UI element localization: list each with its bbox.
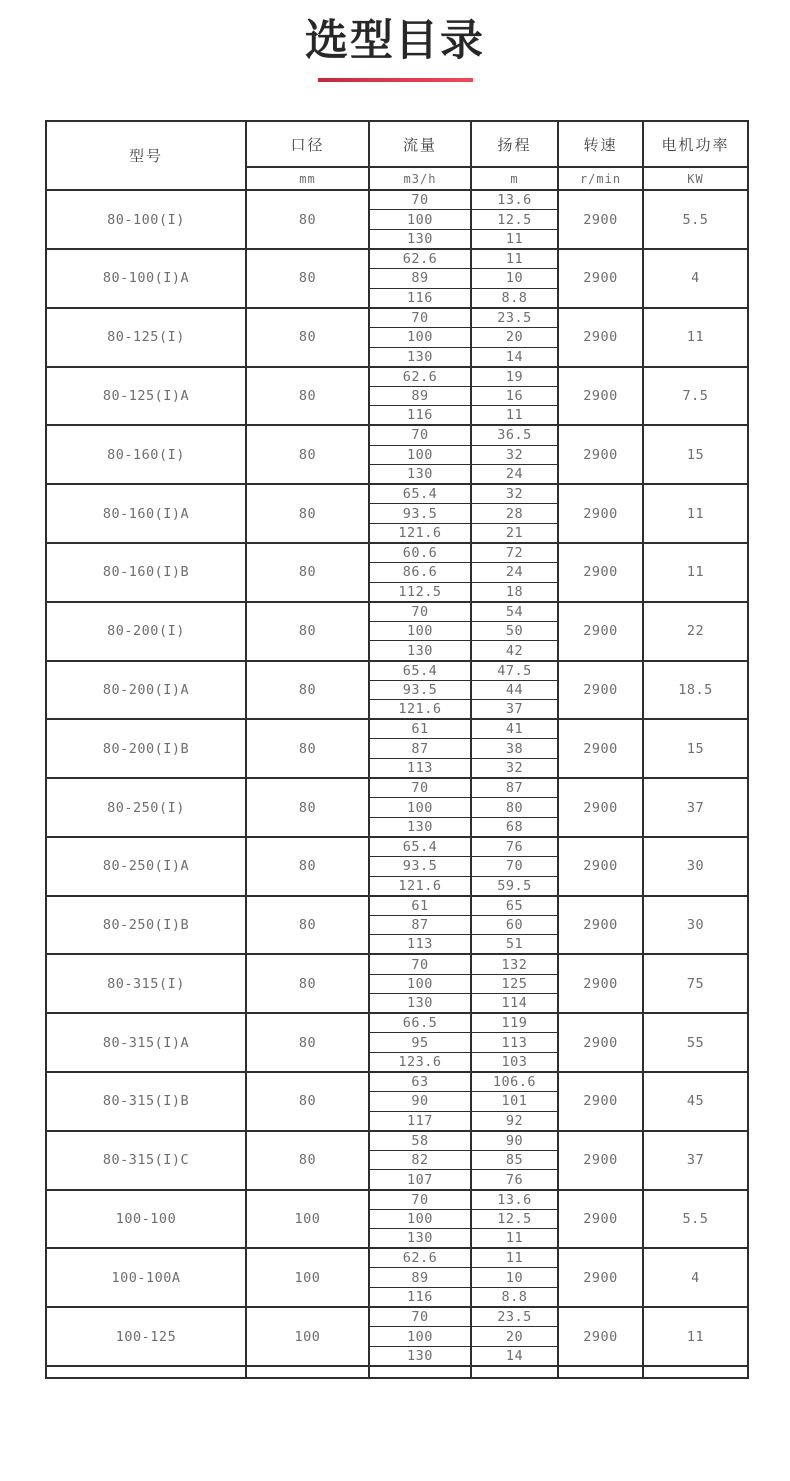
flow-cell: 116 <box>369 406 471 426</box>
head-cell: 12.5 <box>471 1209 558 1229</box>
head-cell: 20 <box>471 1327 558 1347</box>
head-cell: 85 <box>471 1150 558 1170</box>
flow-cell: 70 <box>369 602 471 622</box>
head-cell: 14 <box>471 1346 558 1366</box>
power-cell: 4 <box>643 249 748 308</box>
table-row <box>46 367 748 387</box>
table-row <box>46 308 748 328</box>
speed-cell: 2900 <box>558 896 643 955</box>
speed-cell <box>558 1366 643 1378</box>
model-cell: 80-100(I)A <box>46 249 246 308</box>
head-cell: 20 <box>471 327 558 347</box>
diameter-cell: 80 <box>246 249 369 308</box>
table-row <box>46 719 748 739</box>
flow-cell: 116 <box>369 1288 471 1308</box>
col-header-flow: 流量 <box>369 121 471 167</box>
head-cell: 23.5 <box>471 1307 558 1327</box>
flow-cell: 100 <box>369 1327 471 1347</box>
flow-cell: 130 <box>369 347 471 367</box>
power-cell: 15 <box>643 719 748 778</box>
flow-cell: 113 <box>369 935 471 955</box>
head-cell: 13.6 <box>471 1190 558 1210</box>
diameter-cell: 80 <box>246 602 369 661</box>
model-cell: 80-315(I)A <box>46 1013 246 1072</box>
table-row <box>46 543 748 563</box>
flow-cell: 66.5 <box>369 1013 471 1033</box>
speed-cell: 2900 <box>558 1072 643 1131</box>
power-cell: 45 <box>643 1072 748 1131</box>
head-cell: 65 <box>471 896 558 916</box>
diameter-cell: 100 <box>246 1248 369 1307</box>
head-cell: 19 <box>471 367 558 387</box>
flow-cell: 70 <box>369 308 471 328</box>
flow-cell: 62.6 <box>369 1248 471 1268</box>
head-cell: 87 <box>471 778 558 798</box>
unit-speed: r/min <box>558 167 643 190</box>
power-cell: 11 <box>643 484 748 543</box>
head-cell: 41 <box>471 719 558 739</box>
table-row <box>46 1013 748 1033</box>
table-row <box>46 896 748 916</box>
flow-cell: 112.5 <box>369 582 471 602</box>
head-cell: 28 <box>471 504 558 524</box>
table-row <box>46 954 748 974</box>
model-cell: 80-125(I) <box>46 308 246 367</box>
table-body <box>46 190 748 1378</box>
speed-cell: 2900 <box>558 425 643 484</box>
model-cell: 80-250(I)B <box>46 896 246 955</box>
model-cell: 80-315(I) <box>46 954 246 1013</box>
table-row <box>46 249 748 269</box>
table-header <box>46 121 748 190</box>
head-cell: 51 <box>471 935 558 955</box>
power-cell: 55 <box>643 1013 748 1072</box>
flow-cell: 130 <box>369 465 471 485</box>
head-cell: 11 <box>471 1229 558 1249</box>
power-cell <box>643 1366 748 1378</box>
flow-cell: 70 <box>369 1190 471 1210</box>
power-cell: 5.5 <box>643 1190 748 1249</box>
table-row <box>46 661 748 681</box>
flow-cell: 130 <box>369 1346 471 1366</box>
power-cell: 22 <box>643 602 748 661</box>
head-cell: 36.5 <box>471 425 558 445</box>
diameter-cell: 80 <box>246 837 369 896</box>
flow-cell: 130 <box>369 641 471 661</box>
head-cell: 11 <box>471 406 558 426</box>
title-underline <box>318 78 473 82</box>
model-cell: 100-100 <box>46 1190 246 1249</box>
power-cell: 11 <box>643 308 748 367</box>
head-cell: 59.5 <box>471 876 558 896</box>
head-cell: 76 <box>471 837 558 857</box>
speed-cell: 2900 <box>558 543 643 602</box>
flow-cell: 100 <box>369 974 471 994</box>
flow-cell: 116 <box>369 288 471 308</box>
head-cell: 90 <box>471 1131 558 1151</box>
flow-cell: 70 <box>369 778 471 798</box>
unit-flow: m3/h <box>369 167 471 190</box>
col-header-diameter: 口径 <box>246 121 369 167</box>
flow-cell: 62.6 <box>369 249 471 269</box>
flow-cell: 113 <box>369 759 471 779</box>
head-cell: 16 <box>471 386 558 406</box>
flow-cell: 93.5 <box>369 680 471 700</box>
head-cell: 11 <box>471 229 558 249</box>
diameter-cell: 80 <box>246 1131 369 1190</box>
head-cell: 80 <box>471 798 558 818</box>
table-row <box>46 778 748 798</box>
head-cell: 119 <box>471 1013 558 1033</box>
flow-cell: 130 <box>369 1229 471 1249</box>
speed-cell: 2900 <box>558 1307 643 1366</box>
head-cell: 125 <box>471 974 558 994</box>
flow-cell: 117 <box>369 1111 471 1131</box>
table-row <box>46 1307 748 1327</box>
flow-cell: 65.4 <box>369 661 471 681</box>
diameter-cell: 80 <box>246 1013 369 1072</box>
head-cell: 10 <box>471 269 558 289</box>
flow-cell: 87 <box>369 739 471 759</box>
speed-cell: 2900 <box>558 1013 643 1072</box>
speed-cell: 2900 <box>558 954 643 1013</box>
diameter-cell: 80 <box>246 954 369 1013</box>
col-header-model: 型号 <box>46 121 246 190</box>
head-cell: 47.5 <box>471 661 558 681</box>
flow-cell: 65.4 <box>369 837 471 857</box>
page-title: 选型目录 <box>305 16 485 66</box>
head-cell: 24 <box>471 563 558 583</box>
model-cell: 80-160(I)A <box>46 484 246 543</box>
head-cell: 12.5 <box>471 210 558 230</box>
table-row <box>46 1248 748 1268</box>
speed-cell: 2900 <box>558 602 643 661</box>
speed-cell: 2900 <box>558 249 643 308</box>
head-cell: 114 <box>471 994 558 1014</box>
diameter-cell <box>246 1366 369 1378</box>
model-cell: 80-250(I)A <box>46 837 246 896</box>
diameter-cell: 80 <box>246 308 369 367</box>
flow-cell: 100 <box>369 210 471 230</box>
flow-cell: 90 <box>369 1092 471 1112</box>
power-cell: 18.5 <box>643 661 748 720</box>
table-row <box>46 1190 748 1210</box>
head-cell: 50 <box>471 621 558 641</box>
table-row <box>46 837 748 857</box>
speed-cell: 2900 <box>558 1248 643 1307</box>
head-cell: 32 <box>471 484 558 504</box>
flow-cell: 100 <box>369 621 471 641</box>
diameter-cell: 100 <box>246 1307 369 1366</box>
head-cell: 72 <box>471 543 558 563</box>
power-cell: 30 <box>643 837 748 896</box>
model-cell: 80-125(I)A <box>46 367 246 426</box>
head-cell: 113 <box>471 1033 558 1053</box>
power-cell: 37 <box>643 778 748 837</box>
power-cell: 15 <box>643 425 748 484</box>
flow-cell: 82 <box>369 1150 471 1170</box>
flow-cell: 70 <box>369 954 471 974</box>
flow-cell: 70 <box>369 425 471 445</box>
head-cell: 54 <box>471 602 558 622</box>
head-cell: 101 <box>471 1092 558 1112</box>
diameter-cell: 80 <box>246 1072 369 1131</box>
flow-cell: 121.6 <box>369 876 471 896</box>
flow-cell: 121.6 <box>369 700 471 720</box>
flow-cell: 89 <box>369 269 471 289</box>
speed-cell: 2900 <box>558 661 643 720</box>
flow-cell: 93.5 <box>369 504 471 524</box>
flow-cell: 70 <box>369 190 471 210</box>
model-cell: 80-315(I)B <box>46 1072 246 1131</box>
head-cell: 92 <box>471 1111 558 1131</box>
flow-cell: 86.6 <box>369 563 471 583</box>
flow-cell: 62.6 <box>369 367 471 387</box>
diameter-cell: 80 <box>246 190 369 249</box>
flow-cell: 70 <box>369 1307 471 1327</box>
flow-cell: 89 <box>369 1268 471 1288</box>
table-row-partial <box>46 1366 748 1378</box>
model-cell: 80-200(I) <box>46 602 246 661</box>
model-cell: 80-160(I) <box>46 425 246 484</box>
speed-cell: 2900 <box>558 719 643 778</box>
header-row <box>46 121 748 167</box>
table-row <box>46 602 748 622</box>
head-cell: 8.8 <box>471 288 558 308</box>
head-cell: 60 <box>471 915 558 935</box>
head-cell: 10 <box>471 1268 558 1288</box>
model-cell: 80-250(I) <box>46 778 246 837</box>
flow-cell: 100 <box>369 445 471 465</box>
head-cell: 132 <box>471 954 558 974</box>
speed-cell: 2900 <box>558 1131 643 1190</box>
head-cell: 70 <box>471 856 558 876</box>
table-row <box>46 1131 748 1151</box>
head-cell: 13.6 <box>471 190 558 210</box>
power-cell: 30 <box>643 896 748 955</box>
flow-cell: 61 <box>369 719 471 739</box>
power-cell: 7.5 <box>643 367 748 426</box>
flow-cell: 58 <box>369 1131 471 1151</box>
flow-cell: 93.5 <box>369 856 471 876</box>
catalog-page <box>0 18 790 1379</box>
model-cell: 100-100A <box>46 1248 246 1307</box>
col-header-speed: 转速 <box>558 121 643 167</box>
head-cell: 76 <box>471 1170 558 1190</box>
flow-cell: 61 <box>369 896 471 916</box>
head-cell: 24 <box>471 465 558 485</box>
diameter-cell: 100 <box>246 1190 369 1249</box>
head-cell: 68 <box>471 817 558 837</box>
diameter-cell: 80 <box>246 543 369 602</box>
head-cell: 38 <box>471 739 558 759</box>
power-cell: 75 <box>643 954 748 1013</box>
flow-cell: 121.6 <box>369 523 471 543</box>
table-row <box>46 425 748 445</box>
power-cell: 11 <box>643 543 748 602</box>
unit-diameter: mm <box>246 167 369 190</box>
unit-power: KW <box>643 167 748 190</box>
flow-cell: 87 <box>369 915 471 935</box>
head-cell <box>471 1366 558 1378</box>
table-row <box>46 190 748 210</box>
flow-cell: 123.6 <box>369 1052 471 1072</box>
head-cell: 18 <box>471 582 558 602</box>
diameter-cell: 80 <box>246 896 369 955</box>
power-cell: 11 <box>643 1307 748 1366</box>
model-cell <box>46 1366 246 1378</box>
head-cell: 37 <box>471 700 558 720</box>
head-cell: 11 <box>471 1248 558 1268</box>
power-cell: 5.5 <box>643 190 748 249</box>
power-cell: 37 <box>643 1131 748 1190</box>
head-cell: 32 <box>471 759 558 779</box>
head-cell: 32 <box>471 445 558 465</box>
col-header-head: 扬程 <box>471 121 558 167</box>
flow-cell: 130 <box>369 229 471 249</box>
model-cell: 80-200(I)A <box>46 661 246 720</box>
diameter-cell: 80 <box>246 425 369 484</box>
flow-cell: 130 <box>369 817 471 837</box>
head-cell: 106.6 <box>471 1072 558 1092</box>
flow-cell <box>369 1366 471 1378</box>
diameter-cell: 80 <box>246 661 369 720</box>
unit-head: m <box>471 167 558 190</box>
diameter-cell: 80 <box>246 367 369 426</box>
head-cell: 8.8 <box>471 1288 558 1308</box>
power-cell: 4 <box>643 1248 748 1307</box>
col-header-power: 电机功率 <box>643 121 748 167</box>
model-cell: 80-200(I)B <box>46 719 246 778</box>
selection-catalog-table <box>45 120 749 1379</box>
speed-cell: 2900 <box>558 837 643 896</box>
speed-cell: 2900 <box>558 778 643 837</box>
head-cell: 14 <box>471 347 558 367</box>
head-cell: 103 <box>471 1052 558 1072</box>
head-cell: 11 <box>471 249 558 269</box>
flow-cell: 95 <box>369 1033 471 1053</box>
flow-cell: 107 <box>369 1170 471 1190</box>
diameter-cell: 80 <box>246 778 369 837</box>
diameter-cell: 80 <box>246 484 369 543</box>
flow-cell: 63 <box>369 1072 471 1092</box>
diameter-cell: 80 <box>246 719 369 778</box>
model-cell: 80-315(I)C <box>46 1131 246 1190</box>
flow-cell: 65.4 <box>369 484 471 504</box>
model-cell: 80-160(I)B <box>46 543 246 602</box>
head-cell: 23.5 <box>471 308 558 328</box>
flow-cell: 100 <box>369 1209 471 1229</box>
model-cell: 100-125 <box>46 1307 246 1366</box>
speed-cell: 2900 <box>558 484 643 543</box>
head-cell: 21 <box>471 523 558 543</box>
speed-cell: 2900 <box>558 190 643 249</box>
head-cell: 42 <box>471 641 558 661</box>
speed-cell: 2900 <box>558 367 643 426</box>
table-row <box>46 1072 748 1092</box>
speed-cell: 2900 <box>558 308 643 367</box>
flow-cell: 89 <box>369 386 471 406</box>
model-cell: 80-100(I) <box>46 190 246 249</box>
flow-cell: 130 <box>369 994 471 1014</box>
flow-cell: 60.6 <box>369 543 471 563</box>
flow-cell: 100 <box>369 798 471 818</box>
flow-cell: 100 <box>369 327 471 347</box>
speed-cell: 2900 <box>558 1190 643 1249</box>
table-row <box>46 484 748 504</box>
head-cell: 44 <box>471 680 558 700</box>
